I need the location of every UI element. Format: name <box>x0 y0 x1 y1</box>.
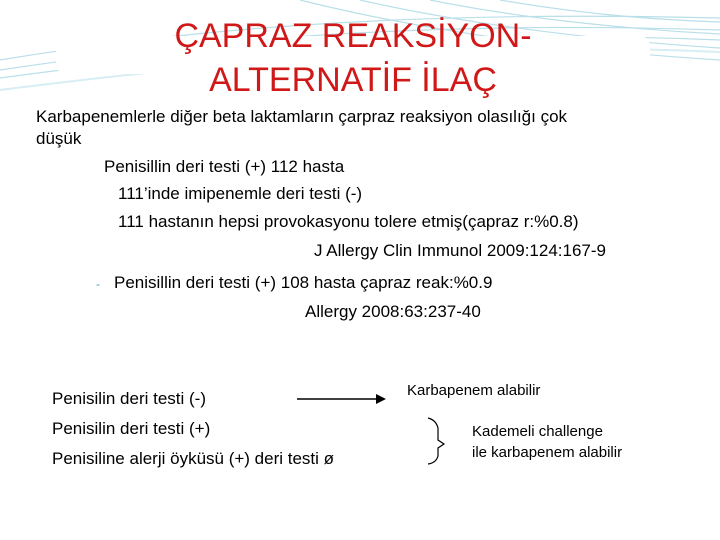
list-item-4-text: 111 hastanın hepsi provokasyonu tolere etmiş(çapraz r:%0.8) <box>118 212 579 231</box>
reference-1: J Allergy Clin Immunol 2009:124:167-9 <box>314 241 606 260</box>
result-challenge-line-2: ile karbapenem alabilir <box>472 444 623 461</box>
reference-2: Allergy 2008:63:237-40 <box>305 302 481 321</box>
list-item-5-text: Penisillin deri testi (+) 108 hasta çapraz reak:%0.9 <box>114 273 493 292</box>
brace-icon <box>428 418 444 464</box>
result-karbapenem-alabilir: Karbapenem alabilir <box>407 382 541 399</box>
list-item-1-continuation: düşük <box>36 129 82 148</box>
result-challenge-line-1: Kademeli challenge <box>472 423 603 440</box>
title-line-2: ALTERNATİF İLAÇ <box>209 61 497 99</box>
bottom-item-3-text: Penisiline alerji öyküsü (+) deri testi ø <box>52 449 335 468</box>
title-line-1: ÇAPRAZ REAKSİYON- <box>174 17 532 55</box>
arrow-head-icon <box>376 394 386 404</box>
list-item-2-text: Penisillin deri testi (+) 112 hasta <box>104 157 345 176</box>
bottom-item-1-text: Penisilin deri testi (-) <box>52 389 206 408</box>
list-item-3-text: 111’inde imipenemle deri testi (-) <box>118 184 363 203</box>
list-item-1-text: Karbapenemlerle diğer beta laktamların çarpraz reaksiyon olasılığı çok <box>36 107 568 126</box>
bottom-item-2-text: Penisilin deri testi (+) <box>52 419 211 438</box>
dash-bullet: - <box>96 277 100 291</box>
